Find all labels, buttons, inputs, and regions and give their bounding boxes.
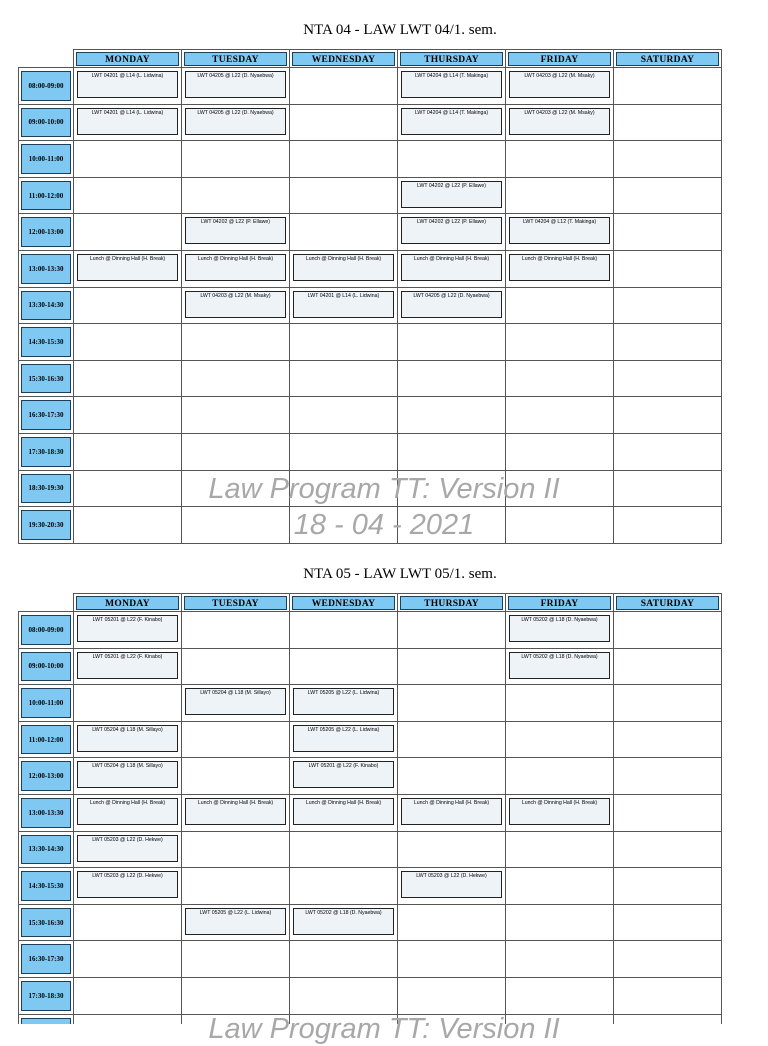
time-row: [19, 360, 722, 397]
schedule-cell: [182, 831, 290, 868]
schedule-cell: [74, 250, 182, 287]
class-entry: LWT 04205 @ L22 (D. Nyaebwa): [185, 108, 286, 135]
class-entry: LWT 05204 @ L18 (M. Sillayo): [185, 688, 286, 715]
schedule-cell: [182, 250, 290, 287]
time-slot-label: 16:30-17:30: [21, 400, 71, 430]
day-label: THURSDAY: [400, 52, 503, 66]
time-row: [19, 794, 722, 831]
schedule-cell: [74, 904, 182, 941]
class-entry: LWT 05201 @ L22 (F. Kinabo): [77, 652, 178, 679]
schedule-cell: [290, 977, 398, 1014]
schedule-cell: [614, 324, 722, 361]
time-row: [19, 868, 722, 905]
schedule-cell: [506, 685, 614, 722]
class-entry: Lunch @ Dinning Hall (H. Break): [77, 798, 178, 825]
time-slot-cell: [19, 360, 74, 397]
day-header-row: [19, 50, 722, 68]
schedule-cell: [398, 397, 506, 434]
schedule-cell: [290, 324, 398, 361]
time-slot-cell: [19, 685, 74, 722]
class-entry: LWT 05203 @ L22 (D. Hekwe): [401, 871, 502, 898]
time-row: [19, 68, 722, 105]
schedule-cell: [506, 868, 614, 905]
schedule-cell: [290, 360, 398, 397]
schedule-cell: [182, 397, 290, 434]
schedule-cell: [182, 685, 290, 722]
schedule-grid: [18, 593, 722, 1024]
time-slot-label: 14:30-15:30: [21, 871, 71, 901]
time-slot-cell: [19, 758, 74, 795]
schedule-cell: [182, 868, 290, 905]
schedule-cell: [614, 977, 722, 1014]
schedule-cell: [506, 904, 614, 941]
schedule-cell: [506, 324, 614, 361]
schedule-cell: [506, 360, 614, 397]
time-slot-label: 10:00-11:00: [21, 688, 71, 718]
schedule-cell: [506, 141, 614, 178]
class-entry: LWT 04202 @ L22 (P. Ellawe): [401, 217, 502, 244]
class-entry: LWT 04203 @ L22 (M. Msaky): [185, 291, 286, 318]
day-label: FRIDAY: [508, 52, 611, 66]
class-entry: LWT 05202 @ L18 (D. Nyaebwa): [509, 652, 610, 679]
day-label: WEDNESDAY: [292, 52, 395, 66]
schedule-cell: [74, 141, 182, 178]
day-label: MONDAY: [76, 52, 179, 66]
day-header: [74, 594, 182, 612]
schedule-cell: [74, 721, 182, 758]
schedule-cell: [614, 721, 722, 758]
class-entry: LWT 05202 @ L18 (D. Nyaebwa): [293, 908, 394, 935]
time-slot-label: 11:00-12:00: [21, 725, 71, 755]
schedule-cell: [614, 68, 722, 105]
timetable-title: NTA 05 - LAW LWT 05/1. sem.: [303, 566, 497, 582]
day-label: SATURDAY: [616, 52, 719, 66]
schedule-cell: [290, 397, 398, 434]
class-entry: LWT 05205 @ L22 (L. Lidwina): [293, 688, 394, 715]
time-row: [19, 324, 722, 361]
class-entry: LWT 04203 @ L22 (M. Msaky): [509, 108, 610, 135]
time-slot-cell: [19, 397, 74, 434]
time-slot-label: 12:00-13:00: [21, 217, 71, 247]
time-row: [19, 721, 722, 758]
schedule-cell: [290, 831, 398, 868]
schedule-cell: [182, 360, 290, 397]
schedule-cell: [614, 794, 722, 831]
time-row: [19, 287, 722, 324]
schedule-cell: [74, 360, 182, 397]
day-header: [398, 50, 506, 68]
time-row: [19, 648, 722, 685]
schedule-cell: [614, 250, 722, 287]
schedule-cell: [614, 831, 722, 868]
time-slot-label: 10:00-11:00: [21, 144, 71, 174]
schedule-cell: [506, 612, 614, 649]
time-slot-label: 09:00-10:00: [21, 108, 71, 138]
schedule-cell: [506, 397, 614, 434]
schedule-cell: [398, 977, 506, 1014]
class-entry: Lunch @ Dinning Hall (H. Break): [293, 254, 394, 281]
time-slot-cell: [19, 433, 74, 470]
class-entry: LWT 04201 @ L14 (L. Lidwina): [77, 71, 178, 98]
schedule-cell: [182, 433, 290, 470]
schedule-cell: [506, 68, 614, 105]
class-entry: LWT 04203 @ L22 (M. Msaky): [509, 71, 610, 98]
time-row: [19, 177, 722, 214]
schedule-cell: [290, 941, 398, 978]
time-slot-cell: [19, 177, 74, 214]
schedule-cell: [182, 177, 290, 214]
time-row: [19, 250, 722, 287]
schedule-cell: [506, 433, 614, 470]
schedule-cell: [398, 360, 506, 397]
schedule-cell: [290, 177, 398, 214]
class-entry: Lunch @ Dinning Hall (H. Break): [509, 798, 610, 825]
schedule-cell: [290, 68, 398, 105]
time-slot-label: 12:00-13:00: [21, 761, 71, 791]
day-header: [290, 594, 398, 612]
day-header: [290, 50, 398, 68]
day-header: [398, 594, 506, 612]
schedule-cell: [182, 648, 290, 685]
schedule-cell: [74, 397, 182, 434]
time-slot-cell: [19, 941, 74, 978]
class-entry: LWT 05205 @ L22 (L. Lidwina): [293, 725, 394, 752]
class-entry: Lunch @ Dinning Hall (H. Break): [509, 254, 610, 281]
schedule-cell: [182, 104, 290, 141]
schedule-cell: [506, 287, 614, 324]
timetable-title: NTA 04 - LAW LWT 04/1. sem.: [303, 22, 497, 38]
time-slot-label: 13:00-13:30: [21, 798, 71, 828]
class-entry: Lunch @ Dinning Hall (H. Break): [401, 798, 502, 825]
schedule-cell: [74, 758, 182, 795]
schedule-cell: [290, 250, 398, 287]
day-label: TUESDAY: [184, 52, 287, 66]
time-row: [19, 612, 722, 649]
schedule-cell: [614, 287, 722, 324]
schedule-cell: [74, 977, 182, 1014]
schedule-cell: [614, 177, 722, 214]
schedule-cell: [398, 68, 506, 105]
schedule-cell: [74, 612, 182, 649]
schedule-cell: [398, 941, 506, 978]
schedule-cell: [614, 941, 722, 978]
schedule-cell: [506, 794, 614, 831]
schedule-cell: [398, 214, 506, 251]
class-entry: LWT 04201 @ L14 (L. Lidwina): [293, 291, 394, 318]
time-slot-label: 09:00-10:00: [21, 652, 71, 682]
schedule-cell: [74, 831, 182, 868]
class-entry: LWT 05204 @ L18 (M. Sillayo): [77, 725, 178, 752]
time-slot-cell: [19, 977, 74, 1014]
time-slot-cell: [19, 721, 74, 758]
schedule-cell: [398, 324, 506, 361]
class-entry: LWT 05201 @ L22 (F. Kinabo): [77, 615, 178, 642]
timetable-nta05: [0, 566, 768, 1024]
time-slot-cell: [19, 831, 74, 868]
time-slot-label: 15:30-16:30: [21, 908, 71, 938]
class-entry: LWT 05204 @ L18 (M. Sillayo): [77, 761, 178, 788]
schedule-cell: [74, 941, 182, 978]
schedule-cell: [506, 104, 614, 141]
schedule-cell: [614, 141, 722, 178]
time-slot-cell: [19, 868, 74, 905]
schedule-cell: [74, 287, 182, 324]
time-slot-cell: [19, 104, 74, 141]
schedule-cell: [290, 612, 398, 649]
schedule-cell: [614, 868, 722, 905]
schedule-cell: [290, 104, 398, 141]
schedule-cell: [506, 214, 614, 251]
schedule-cell: [398, 904, 506, 941]
time-slot-cell: [19, 214, 74, 251]
time-slot-label: 14:30-15:30: [21, 327, 71, 357]
day-header: [614, 50, 722, 68]
watermark-date: 18 - 04 - 2021: [293, 509, 475, 541]
schedule-cell: [290, 648, 398, 685]
schedule-cell: [506, 721, 614, 758]
class-entry: LWT 04201 @ L14 (L. Lidwina): [77, 108, 178, 135]
schedule-cell: [290, 868, 398, 905]
schedule-cell: [398, 721, 506, 758]
schedule-cell: [182, 941, 290, 978]
schedule-cell: [614, 433, 722, 470]
time-slot-cell: [19, 68, 74, 105]
schedule-cell: [74, 214, 182, 251]
class-entry: LWT 04204 @ L14 (T. Makinga): [401, 71, 502, 98]
time-slot-label: 13:30-14:30: [21, 291, 71, 321]
schedule-cell: [290, 794, 398, 831]
schedule-cell: [290, 433, 398, 470]
schedule-cell: [290, 287, 398, 324]
class-entry: LWT 04202 @ L22 (P. Ellawe): [401, 181, 502, 208]
time-slot-label: 19:30-20:30: [21, 510, 71, 540]
schedule-cell: [398, 250, 506, 287]
class-entry: Lunch @ Dinning Hall (H. Break): [293, 798, 394, 825]
time-row: [19, 977, 722, 1014]
schedule-cell: [614, 104, 722, 141]
class-entry: LWT 05203 @ L22 (D. Hekwe): [77, 835, 178, 862]
schedule-cell: [506, 977, 614, 1014]
time-row: [19, 104, 722, 141]
schedule-cell: [182, 214, 290, 251]
schedule-cell: [614, 904, 722, 941]
schedule-cell: [506, 250, 614, 287]
time-slot-label: 08:00-09:00: [21, 71, 71, 101]
schedule-cell: [506, 177, 614, 214]
time-row: [19, 941, 722, 978]
schedule-cell: [74, 68, 182, 105]
day-header: [182, 594, 290, 612]
schedule-cell: [290, 904, 398, 941]
time-row: [19, 433, 722, 470]
schedule-cell: [182, 758, 290, 795]
time-row: [19, 214, 722, 251]
time-slot-cell: [19, 324, 74, 361]
time-row: [19, 904, 722, 941]
schedule-cell: [290, 758, 398, 795]
day-label: FRIDAY: [508, 596, 611, 610]
schedule-cell: [74, 868, 182, 905]
schedule-cell: [182, 141, 290, 178]
schedule-cell: [614, 360, 722, 397]
schedule-cell: [182, 612, 290, 649]
day-header: [506, 594, 614, 612]
time-slot-cell: [19, 141, 74, 178]
schedule-cell: [398, 612, 506, 649]
day-label: TUESDAY: [184, 596, 287, 610]
schedule-cell: [506, 648, 614, 685]
timetable-nta04: [0, 22, 768, 544]
schedule-cell: [398, 831, 506, 868]
day-header-row: [19, 594, 722, 612]
schedule-cell: [398, 868, 506, 905]
time-slot-cell: [19, 287, 74, 324]
time-row: [19, 397, 722, 434]
class-entry: LWT 04205 @ L22 (D. Nyaebwa): [401, 291, 502, 318]
watermark-version: Law Program TT: Version II: [208, 473, 560, 505]
time-slot-label: 13:30-14:30: [21, 835, 71, 865]
time-row: [19, 831, 722, 868]
time-slot-label: 16:30-17:30: [21, 944, 71, 974]
time-slot-label: 15:30-16:30: [21, 364, 71, 394]
schedule-cell: [74, 104, 182, 141]
schedule-cell: [182, 287, 290, 324]
schedule-cell: [614, 685, 722, 722]
schedule-cell: [614, 214, 722, 251]
class-entry: Lunch @ Dinning Hall (H. Break): [185, 798, 286, 825]
schedule-grid: [18, 49, 722, 544]
time-slot-label: 18:30-19:30: [21, 474, 71, 504]
class-entry: LWT 04204 @ L14 (T. Makinga): [401, 108, 502, 135]
day-label: MONDAY: [76, 596, 179, 610]
schedule-cell: [398, 104, 506, 141]
time-slot-label: 17:30-18:30: [21, 437, 71, 467]
day-header: [182, 50, 290, 68]
schedule-cell: [290, 721, 398, 758]
class-entry: LWT 05202 @ L18 (D. Nyaebwa): [509, 615, 610, 642]
schedule-cell: [506, 831, 614, 868]
time-row: [19, 758, 722, 795]
schedule-cell: [182, 904, 290, 941]
time-slot-label: 11:00-12:00: [21, 181, 71, 211]
class-entry: Lunch @ Dinning Hall (H. Break): [185, 254, 286, 281]
schedule-cell: [290, 214, 398, 251]
schedule-cell: [398, 433, 506, 470]
schedule-cell: [182, 68, 290, 105]
schedule-cell: [74, 685, 182, 722]
schedule-cell: [74, 648, 182, 685]
class-entry: LWT 05201 @ L22 (F. Kinabo): [293, 761, 394, 788]
class-entry: LWT 05205 @ L22 (L. Lidwina): [185, 908, 286, 935]
day-label: WEDNESDAY: [292, 596, 395, 610]
schedule-cell: [614, 758, 722, 795]
time-slot-cell: [19, 794, 74, 831]
schedule-cell: [290, 685, 398, 722]
time-row: [19, 141, 722, 178]
schedule-cell: [182, 794, 290, 831]
schedule-cell: [182, 721, 290, 758]
time-slot-label: 08:00-09:00: [21, 615, 71, 645]
schedule-cell: [182, 977, 290, 1014]
schedule-cell: [74, 433, 182, 470]
schedule-cell: [398, 648, 506, 685]
time-slot-label: 17:30-18:30: [21, 981, 71, 1011]
watermark-version-partial: Law Program TT: Version II: [208, 1013, 560, 1045]
day-header: [74, 50, 182, 68]
corner-cell: [19, 594, 74, 612]
schedule-cell: [614, 397, 722, 434]
schedule-cell: [74, 324, 182, 361]
day-header: [506, 50, 614, 68]
corner-cell: [19, 50, 74, 68]
schedule-cell: [398, 794, 506, 831]
schedule-cell: [398, 287, 506, 324]
schedule-cell: [614, 648, 722, 685]
schedule-cell: [506, 758, 614, 795]
day-label: SATURDAY: [616, 596, 719, 610]
class-entry: LWT 04202 @ L22 (P. Ellawe): [185, 217, 286, 244]
schedule-cell: [74, 177, 182, 214]
time-slot-label: 13:00-13:30: [21, 254, 71, 284]
schedule-cell: [398, 177, 506, 214]
class-entry: Lunch @ Dinning Hall (H. Break): [401, 254, 502, 281]
schedule-cell: [398, 685, 506, 722]
time-slot-cell: [19, 648, 74, 685]
schedule-cell: [182, 324, 290, 361]
schedule-cell: [614, 612, 722, 649]
schedule-cell: [74, 794, 182, 831]
time-slot-cell: [19, 904, 74, 941]
class-entry: LWT 05203 @ L22 (D. Hekwe): [77, 871, 178, 898]
schedule-cell: [290, 141, 398, 178]
class-entry: LWT 04204 @ L12 (T. Makinga): [509, 217, 610, 244]
time-row: [19, 685, 722, 722]
class-entry: Lunch @ Dinning Hall (H. Break): [77, 254, 178, 281]
schedule-cell: [506, 941, 614, 978]
class-entry: LWT 04205 @ L22 (D. Nyaebwa): [185, 71, 286, 98]
schedule-cell: [398, 141, 506, 178]
schedule-cell: [398, 758, 506, 795]
time-slot-cell: [19, 250, 74, 287]
day-header: [614, 594, 722, 612]
time-slot-cell: [19, 612, 74, 649]
day-label: THURSDAY: [400, 596, 503, 610]
